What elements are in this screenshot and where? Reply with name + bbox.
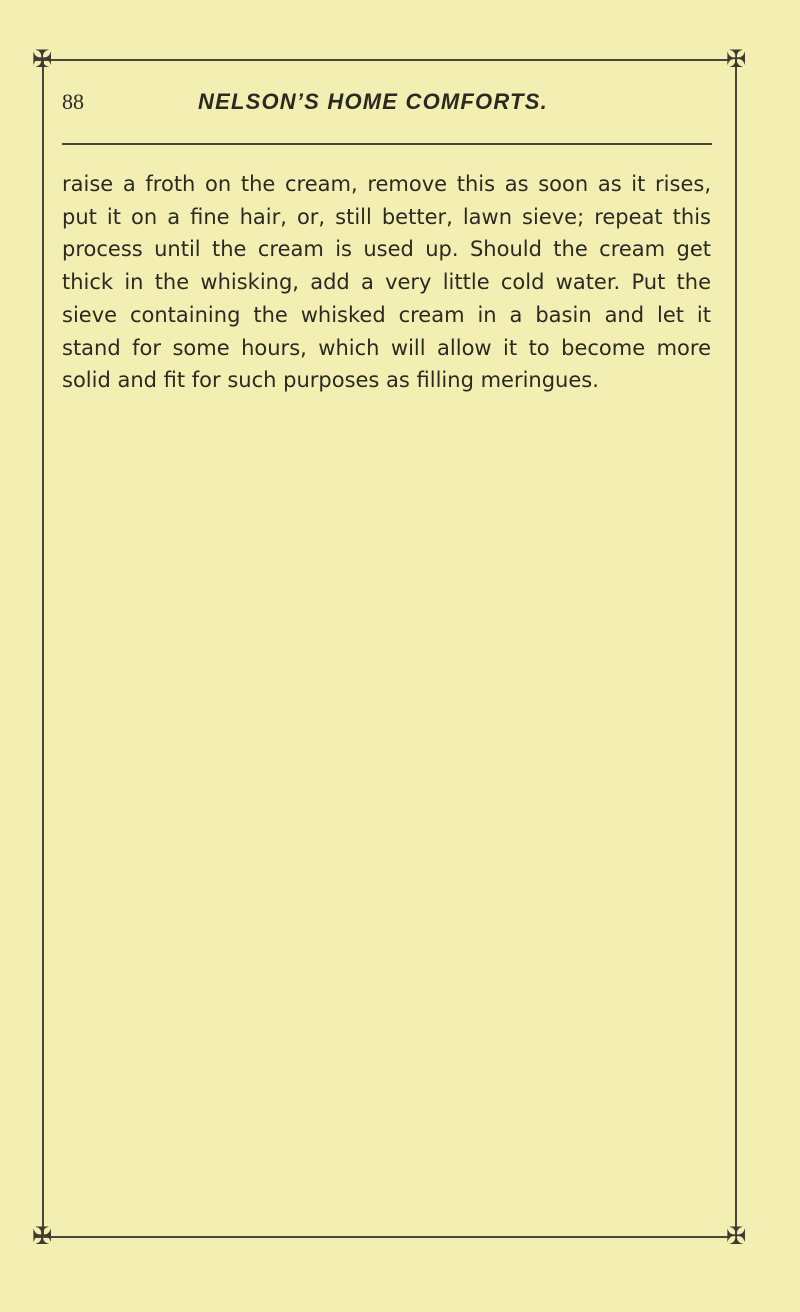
frame-right-border xyxy=(735,59,737,1236)
running-title: NELSON’S HOME COMFORTS. xyxy=(198,89,548,114)
body-paragraph: raise a froth on the cream, remove this as soon as it rises, put it on a fine hair, or, still better, lawn sieve; repeat this process until the cream is used up. Should the cream get thick in the whisking, add a very little cold water. Put the sieve containing the whisked cream in a basin and let it stand for some hours, which will allow it to become more solid and fit for such purposes as filling meringues. xyxy=(62,172,711,393)
frame-bottom-border xyxy=(36,1236,730,1238)
corner-cross-ornament-icon: ✠ xyxy=(725,45,747,73)
corner-cross-ornament-icon: ✠ xyxy=(31,45,53,73)
page-number: 88 xyxy=(62,89,84,114)
page-header xyxy=(62,84,712,120)
header-rule xyxy=(62,143,712,145)
corner-cross-ornament-icon: ✠ xyxy=(725,1222,747,1250)
frame-top-border xyxy=(36,59,730,61)
frame-left-border xyxy=(42,59,44,1236)
corner-cross-ornament-icon: ✠ xyxy=(31,1222,53,1250)
